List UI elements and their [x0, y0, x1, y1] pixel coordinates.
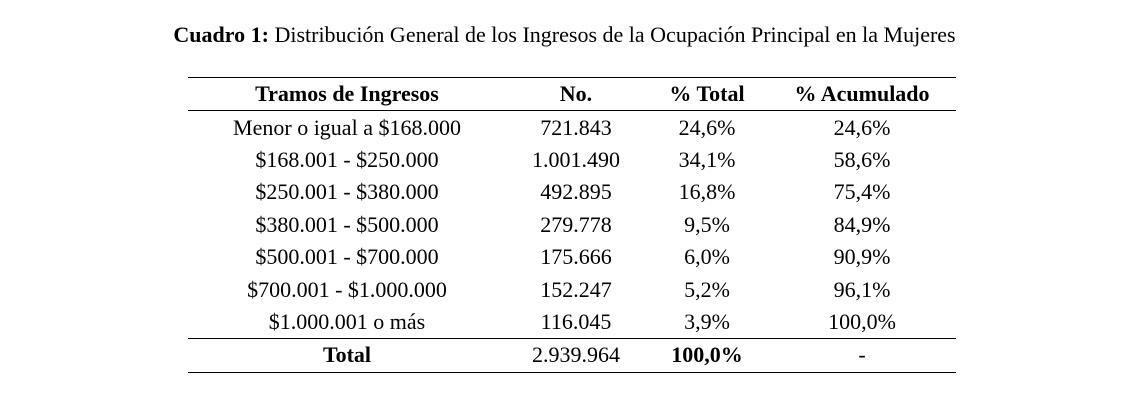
cell-count: 492.895	[540, 179, 612, 205]
total-label: Total	[322, 342, 372, 368]
cell-income-range: $1.000.001 o más	[268, 308, 426, 334]
cell-count: 1.001.490	[532, 146, 620, 172]
cell-percent-cumulative: 84,9%	[833, 211, 891, 237]
table-body	[188, 111, 956, 339]
cell-percent-cumulative: 90,9%	[833, 244, 891, 270]
header-count: No.	[559, 81, 593, 107]
total-cumulative: -	[858, 342, 866, 368]
table-row	[188, 111, 956, 144]
table-row	[188, 241, 956, 273]
total-row	[188, 339, 956, 372]
table-header	[188, 78, 956, 111]
cell-percent-cumulative: 58,6%	[833, 146, 891, 172]
cell-count: 152.247	[540, 276, 612, 302]
table-caption	[0, 21, 1129, 49]
table-row	[188, 144, 956, 176]
cell-income-range: $250.001 - $380.000	[255, 179, 439, 205]
income-distribution-table	[188, 77, 956, 373]
cell-income-range: $500.001 - $700.000	[255, 244, 439, 270]
cell-percent-total: 9,5%	[684, 211, 730, 237]
cell-count: 175.666	[540, 244, 612, 270]
cell-percent-cumulative: 75,4%	[833, 179, 891, 205]
cell-count: 116.045	[540, 308, 612, 334]
cell-percent-total: 6,0%	[684, 244, 730, 270]
cell-percent-total: 16,8%	[678, 179, 736, 205]
cell-count: 721.843	[540, 114, 612, 140]
caption-text: Distribución General de los Ingresos de la Ocupación Principal en la Mujeres	[274, 22, 956, 47]
cell-income-range: $380.001 - $500.000	[255, 211, 439, 237]
header-percent-total: % Total	[669, 81, 745, 107]
cell-income-range: Menor o igual a $168.000	[233, 114, 461, 140]
table-row	[188, 176, 956, 208]
table-row	[188, 306, 956, 339]
header-income-range: Tramos de Ingresos	[255, 81, 439, 107]
table-row	[188, 273, 956, 305]
cell-percent-cumulative: 100,0%	[828, 308, 896, 334]
total-count: 2.939.964	[532, 342, 620, 368]
cell-percent-total: 34,1%	[678, 146, 736, 172]
cell-percent-cumulative: 96,1%	[833, 276, 891, 302]
cell-percent-total: 5,2%	[684, 276, 730, 302]
cell-income-range: $700.001 - $1.000.000	[247, 276, 447, 302]
header-row	[188, 78, 956, 111]
cell-count: 279.778	[540, 211, 612, 237]
table-row	[188, 209, 956, 241]
table-footer	[188, 339, 956, 372]
cell-percent-total: 3,9%	[684, 308, 730, 334]
caption-label: Cuadro 1:	[173, 22, 269, 47]
cell-percent-cumulative: 24,6%	[833, 114, 891, 140]
cell-percent-total: 24,6%	[678, 114, 736, 140]
header-percent-cumulative: % Acumulado	[794, 81, 930, 107]
total-percent: 100,0%	[671, 342, 743, 368]
cell-income-range: $168.001 - $250.000	[255, 146, 439, 172]
